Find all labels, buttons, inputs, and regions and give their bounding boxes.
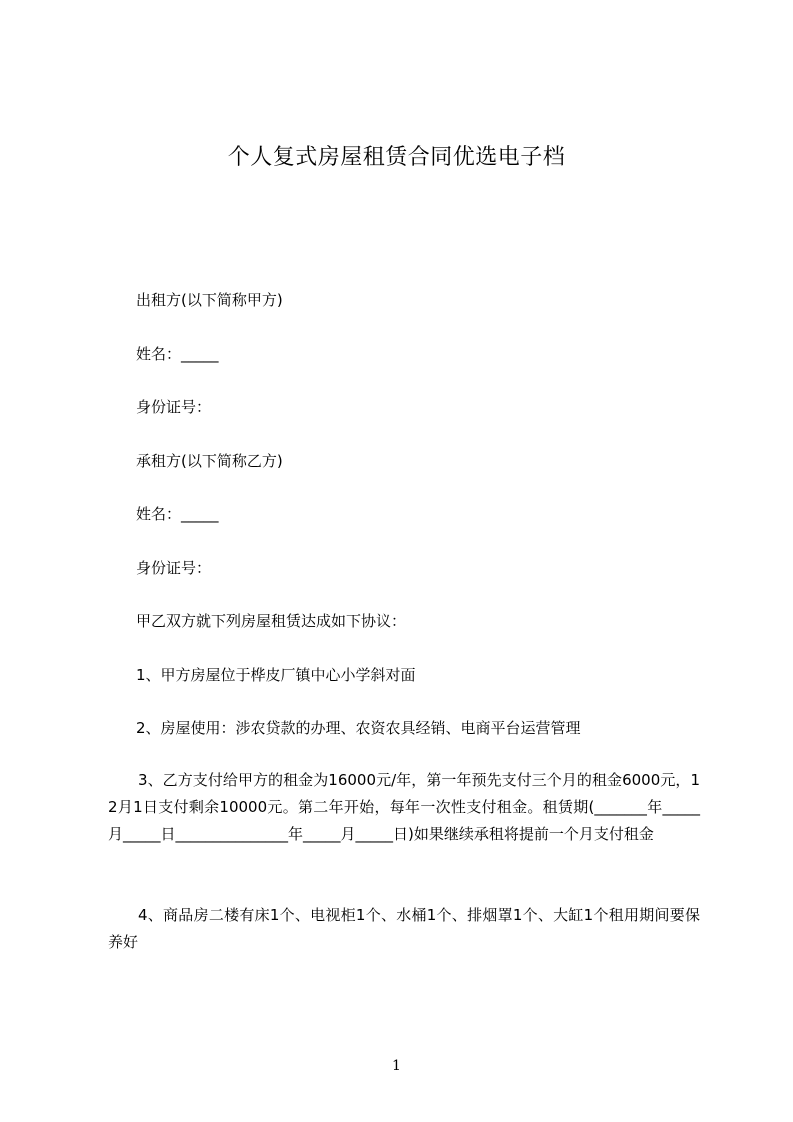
lessor-heading: 出租方(以下简称甲方) <box>136 291 283 309</box>
document-title: 个人复式房屋租赁合同优选电子档 <box>227 145 566 170</box>
page-number: 1 <box>392 1058 401 1074</box>
agreement-intro: 甲乙双方就下列房屋租赁达成如下协议： <box>136 612 407 630</box>
lessee-heading: 承租方(以下简称乙方) <box>136 452 283 470</box>
clause-2: 2、房屋使用：涉农贷款的办理、农资农具经销、电商平台运营管理 <box>136 719 581 737</box>
clause-3: 3、乙方支付给甲方的租金为16000元/年，第一年预先支付三个月的租金6000元，12月1日支付剩余10000元。第二年开始，每年一次性支付租金。租赁期(_______年_____月_____日_______________年_____月_____日)如果继续承租将提前一个月支付租金 <box>108 771 700 843</box>
clause-1: 1、甲方房屋位于桦皮厂镇中心小学斜对面 <box>136 666 416 684</box>
lessee-id-field: 身份证号： <box>136 559 212 577</box>
lessee-name-field: 姓名：_____ <box>136 505 219 523</box>
lessor-id-field: 身份证号： <box>136 398 212 416</box>
clause-4: 4、商品房二楼有床1个、电视柜1个、水桶1个、排烟罩1个、大缸1个租用期间要保养好 <box>108 906 700 951</box>
lessor-name-field: 姓名：_____ <box>136 345 219 363</box>
